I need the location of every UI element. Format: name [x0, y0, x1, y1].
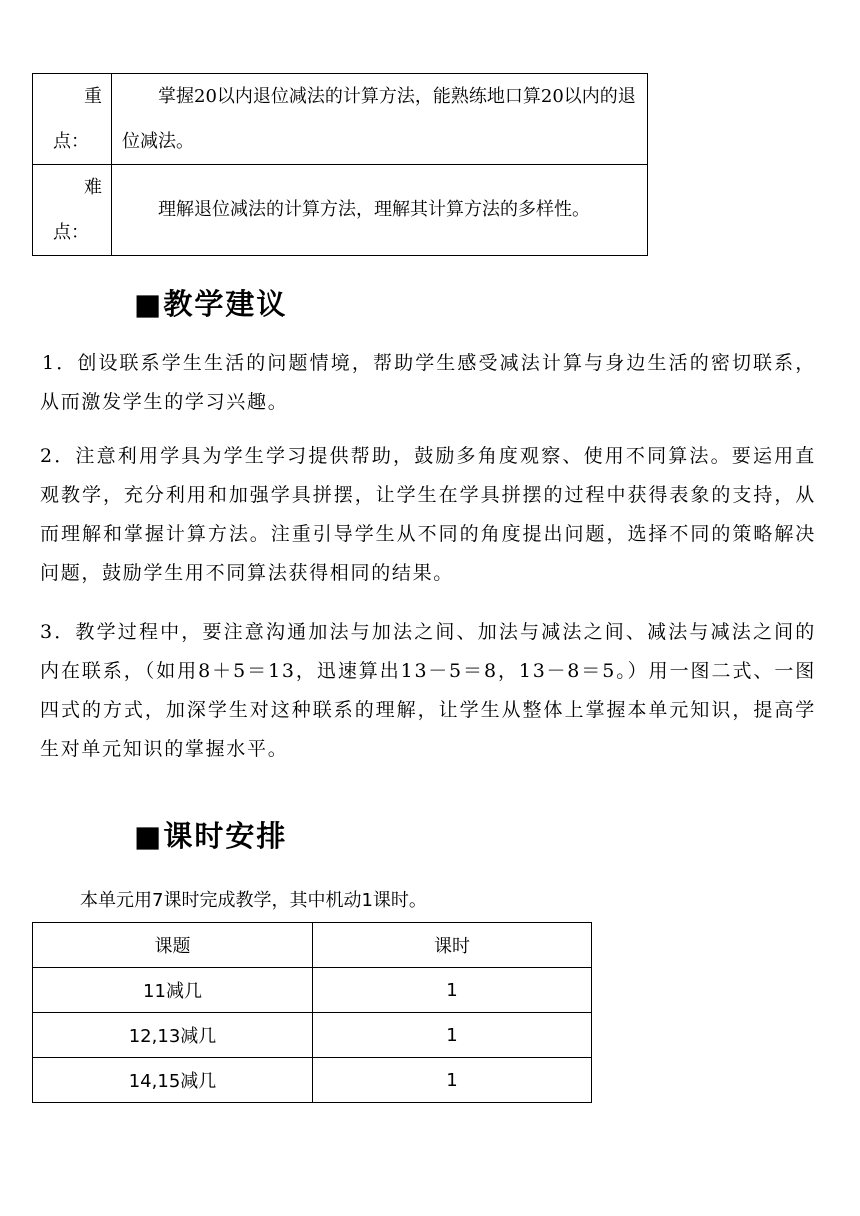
section-title: 课时安排	[163, 819, 288, 853]
table-cell: 1	[313, 1058, 592, 1103]
section-heading-schedule	[134, 814, 287, 855]
focus-table	[32, 73, 648, 256]
suggestion-paragraph: 1．创设联系学生生活的问题情境，帮助学生感受减法计算与身边生活的密切联系，从而激发学生的学习兴趣。	[40, 352, 816, 413]
difficulty-label: 难 点：	[33, 165, 112, 256]
suggestion-paragraph: 2．注意利用学具为学生学习提供帮助，鼓励多角度观察、使用不同算法。要运用直观教学，充分利用和加强学具拼摆，让学生在学具拼摆的过程中获得表象的支持，从而理解和掌握计算方法。注重引导学生从不同的角度提出问题，选择不同的策略解决问题，鼓励学生用不同算法获得相同的结果。	[40, 445, 816, 584]
table-cell: 1	[313, 1013, 592, 1058]
table-row	[33, 1058, 592, 1103]
table-header-row	[33, 923, 592, 968]
table-cell: 14,15减几	[33, 1058, 313, 1103]
difficulty-text: 理解退位减法的计算方法，理解其计算方法的多样性。	[112, 165, 648, 256]
square-bullet-icon: ■	[134, 287, 164, 321]
key-point-label: 重 点：	[33, 74, 112, 165]
section-title: 教学建议	[163, 287, 288, 321]
schedule-note: 本单元用7课时完成教学，其中机动1课时。	[80, 890, 427, 911]
square-bullet-icon: ■	[134, 819, 164, 853]
column-header: 课时	[313, 923, 592, 968]
table-row	[33, 74, 648, 165]
schedule-table	[32, 922, 592, 1103]
suggestion-paragraph: 3．教学过程中，要注意沟通加法与加法之间、加法与减法之间、减法与减法之间的内在联系，（如用8＋5＝13，迅速算出13－5＝8，13－8＝5。）用一图二式、一图四式的方式，加深学生对这种联系的理解，让学生从整体上掌握本单元知识，提高学生对单元知识的掌握水平。	[40, 621, 816, 760]
key-point-text: 掌握20以内退位减法的计算方法，能熟练地口算20以内的退位减法。	[112, 74, 648, 165]
table-cell: 1	[313, 968, 592, 1013]
table-row	[33, 968, 592, 1013]
column-header: 课题	[33, 923, 313, 968]
table-cell: 11减几	[33, 968, 313, 1013]
table-cell: 12,13减几	[33, 1013, 313, 1058]
table-row	[33, 165, 648, 256]
section-heading-teaching-suggestions	[134, 282, 287, 323]
table-row	[33, 1013, 592, 1058]
